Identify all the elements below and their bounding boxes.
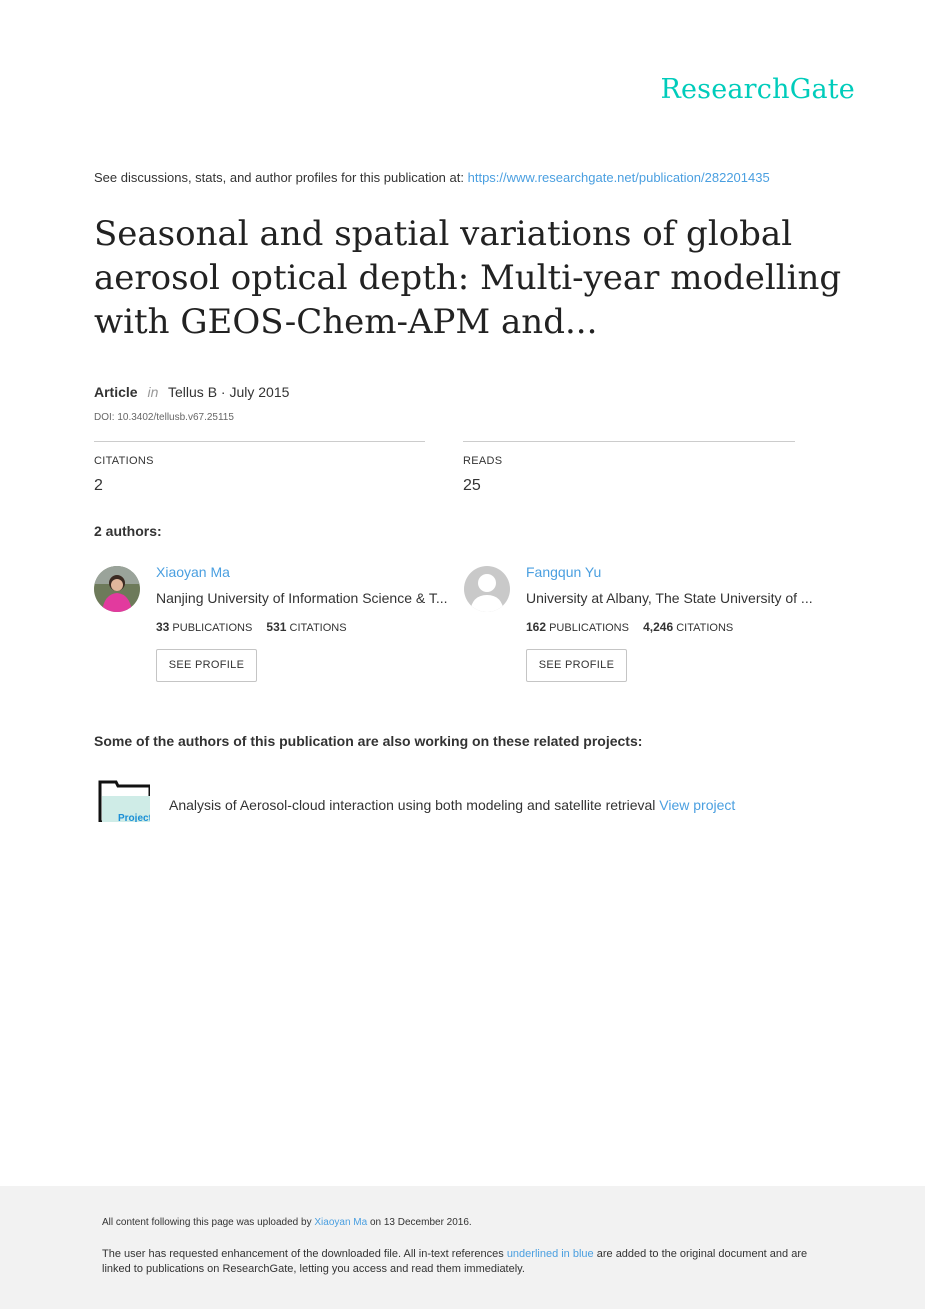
researchgate-logo[interactable]: ResearchGate bbox=[660, 74, 855, 105]
author-photo-image bbox=[94, 566, 140, 612]
upload-prefix: All content following this page was uploaded by bbox=[102, 1217, 312, 1228]
in-word: in bbox=[147, 384, 159, 400]
publication-type: Article bbox=[94, 384, 138, 400]
publications-count: 162 bbox=[526, 620, 547, 634]
author-affiliation: Nanjing University of Information Science & T... bbox=[156, 590, 448, 606]
author-citations-label: CITATIONS bbox=[676, 622, 734, 634]
author-citations-label: CITATIONS bbox=[289, 622, 347, 634]
reads-divider bbox=[463, 441, 795, 442]
uploader-link[interactable]: Xiaoyan Ma bbox=[314, 1217, 368, 1228]
reads-count: 25 bbox=[463, 477, 481, 494]
reads-label: READS bbox=[463, 455, 503, 467]
citations-count: 2 bbox=[94, 477, 103, 494]
citations-divider bbox=[94, 441, 425, 442]
author-citations-count: 4,246 bbox=[643, 620, 674, 634]
publications-count: 33 bbox=[156, 620, 170, 634]
author-photo-placeholder[interactable] bbox=[464, 566, 510, 612]
author-citations-count: 531 bbox=[266, 620, 287, 634]
publication-meta bbox=[94, 384, 289, 400]
notice-link: underlined in blue bbox=[506, 1248, 594, 1260]
publication-title: Seasonal and spatial variations of global aerosol optical depth: Multi-year modelling with GEOS-Chem-APM and... bbox=[94, 214, 842, 342]
author-stats bbox=[156, 620, 347, 634]
default-avatar-icon bbox=[464, 566, 510, 612]
author-stats bbox=[526, 620, 733, 634]
project-icon-label: Project bbox=[118, 813, 150, 822]
author-name-link[interactable]: Fangqun Yu bbox=[526, 564, 602, 580]
related-projects-heading: Some of the authors of this publication are also working on these related projects: bbox=[94, 733, 643, 749]
see-profile-button[interactable]: SEE PROFILE bbox=[156, 649, 257, 682]
author-photo[interactable] bbox=[94, 566, 140, 612]
project-folder-icon bbox=[98, 780, 150, 822]
author-card bbox=[464, 564, 824, 684]
author-name-link[interactable]: Xiaoyan Ma bbox=[156, 564, 230, 580]
notice-text-a: The user has requested enhancement of the downloaded file. All in-text references bbox=[102, 1248, 504, 1260]
author-affiliation: University at Albany, The State University of ... bbox=[526, 590, 813, 606]
see-discussions-line bbox=[94, 170, 770, 185]
footer bbox=[0, 1186, 925, 1309]
project-item bbox=[169, 797, 735, 813]
publication-url-link[interactable]: https://www.researchgate.net/publication/282201435 bbox=[467, 170, 770, 185]
doi: DOI: 10.3402/tellusb.v67.25115 bbox=[94, 412, 234, 423]
citations-label: CITATIONS bbox=[94, 455, 154, 467]
publications-label: PUBLICATIONS bbox=[172, 622, 253, 634]
see-discussions-text: See discussions, stats, and author profiles for this publication at: bbox=[94, 170, 464, 185]
journal-date: Tellus B · July 2015 bbox=[168, 384, 290, 400]
enhancement-notice bbox=[102, 1247, 822, 1277]
publications-label: PUBLICATIONS bbox=[549, 622, 629, 634]
author-card bbox=[94, 564, 454, 684]
see-profile-button[interactable]: SEE PROFILE bbox=[526, 649, 627, 682]
upload-info bbox=[102, 1217, 472, 1228]
authors-heading: 2 authors: bbox=[94, 523, 162, 539]
project-title: Analysis of Aerosol-cloud interaction using both modeling and satellite retrieval bbox=[169, 797, 656, 813]
view-project-link[interactable]: View project bbox=[659, 797, 736, 813]
upload-suffix: on 13 December 2016. bbox=[369, 1217, 472, 1228]
notice-text-b: are added to the original document and are linked to publications on ResearchGate, letting you access and read them immediately. bbox=[102, 1248, 808, 1275]
